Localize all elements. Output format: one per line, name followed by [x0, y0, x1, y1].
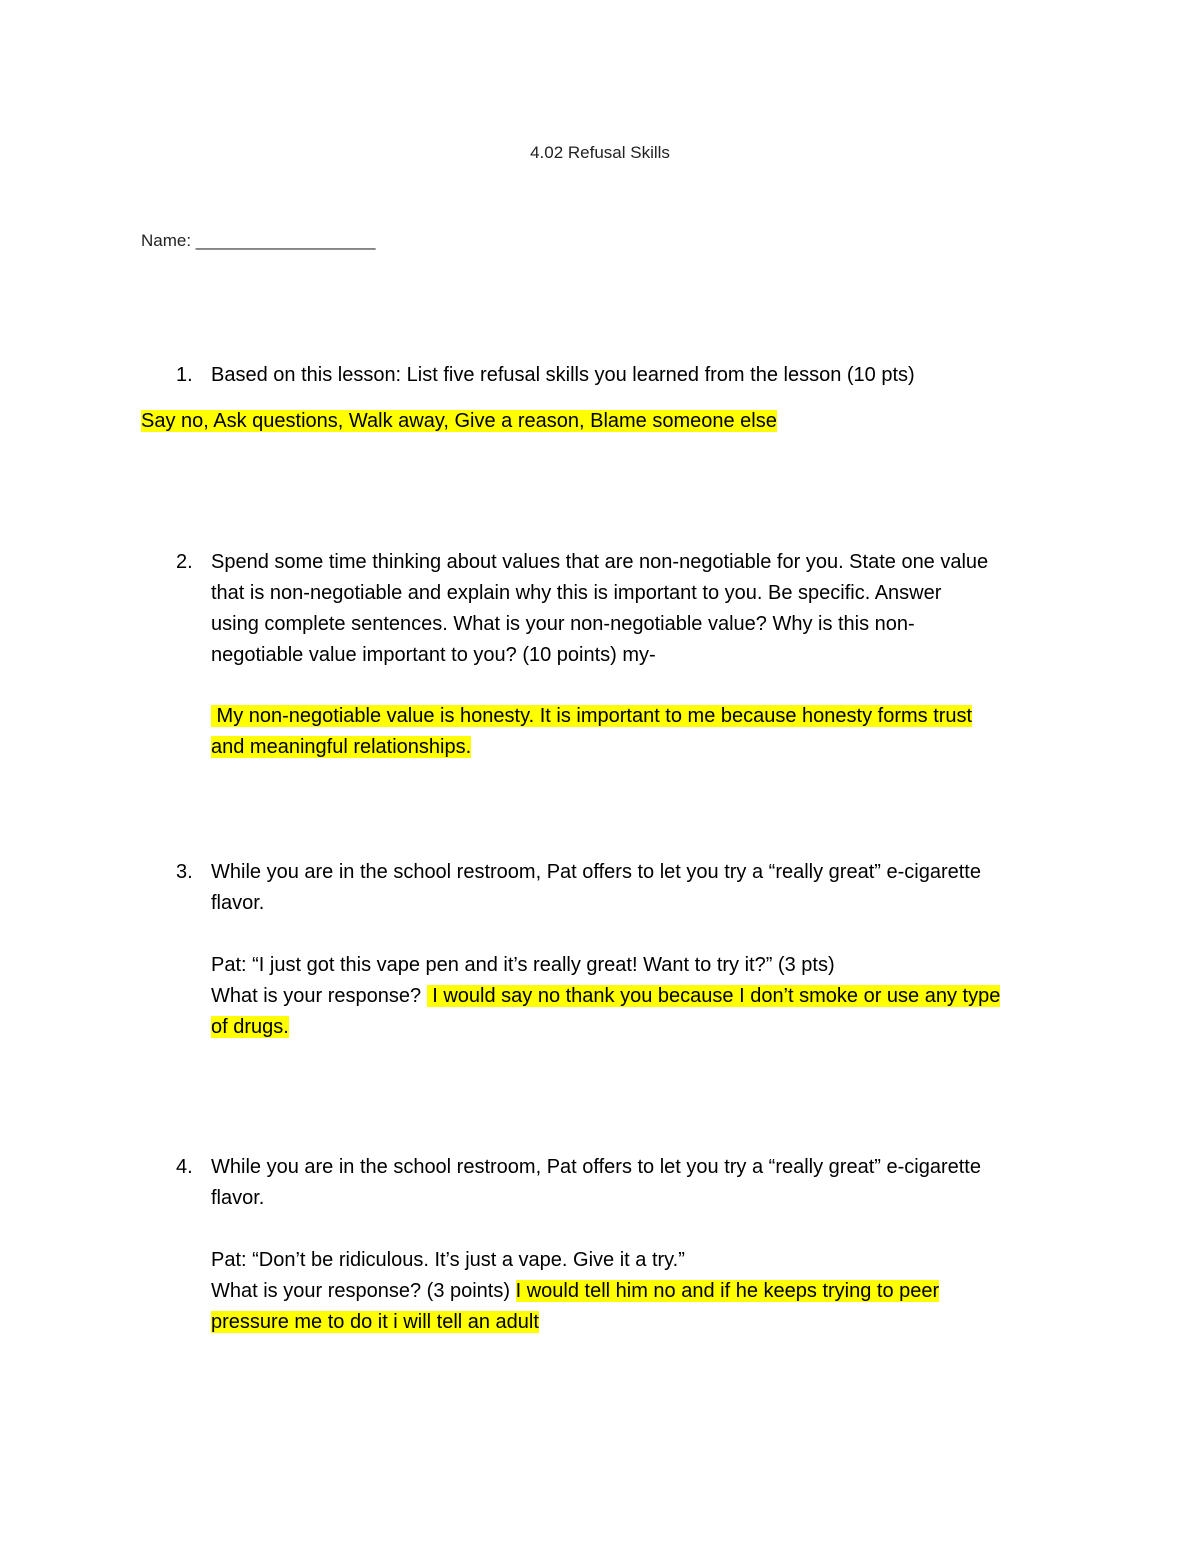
question-line: negotiable value important to you? (10 points) my-	[211, 644, 656, 666]
question-line: that is non-negotiable and explain why this is important to you. Be specific. Answer	[211, 582, 942, 604]
answer-text	[211, 1311, 539, 1334]
question-line: using complete sentences. What is your non-negotiable value? Why is this non-	[211, 613, 915, 635]
question-line: Spend some time thinking about values that are non-negotiable for you. State one value	[211, 551, 989, 573]
answer-highlight: and meaningful relationships.	[211, 736, 472, 758]
question-number: 4.	[176, 1156, 193, 1178]
answer-text	[211, 705, 972, 728]
question-number: 3.	[176, 861, 193, 883]
response-line	[211, 1280, 939, 1303]
document-title: 4.02 Refusal Skills	[530, 143, 670, 162]
answer-highlight: Say no, Ask questions, Walk away, Give a reason, Blame someone else	[141, 410, 777, 432]
question-line: While you are in the school restroom, Pat offers to let you try a “really great” e-cigarette	[211, 1156, 981, 1178]
answer-highlight: I would say no thank you because I don’t smoke or use any type	[426, 985, 1001, 1007]
question-line: flavor.	[211, 1187, 265, 1209]
dialogue-text: Pat: “I just got this vape pen and it’s really great! Want to try it?” (3 pts)	[211, 954, 835, 976]
question-number: 2.	[176, 551, 193, 573]
answer-text	[141, 410, 777, 433]
response-prompt: What is your response? (3 points)	[211, 1280, 516, 1302]
answer-text	[211, 1016, 289, 1039]
response-line	[211, 985, 1000, 1008]
answer-text	[211, 736, 471, 759]
answer-highlight: of drugs.	[211, 1016, 289, 1038]
question-text: Based on this lesson: List five refusal skills you learned from the lesson (10 pts)	[211, 364, 915, 386]
name-field-label: Name: ___________________	[141, 231, 376, 250]
answer-highlight: pressure me to do it i will tell an adult	[211, 1311, 539, 1333]
question-line: flavor.	[211, 892, 265, 914]
dialogue-text: Pat: “Don’t be ridiculous. It’s just a vape. Give it a try.”	[211, 1249, 685, 1271]
answer-highlight: My non-negotiable value is honesty. It is important to me because honesty forms trust	[211, 705, 973, 727]
question-number: 1.	[176, 364, 193, 386]
question-line: While you are in the school restroom, Pat offers to let you try a “really great” e-cigarette	[211, 861, 981, 883]
response-prompt: What is your response?	[211, 985, 427, 1007]
answer-highlight: I would tell him no and if he keeps trying to peer	[515, 1280, 940, 1302]
